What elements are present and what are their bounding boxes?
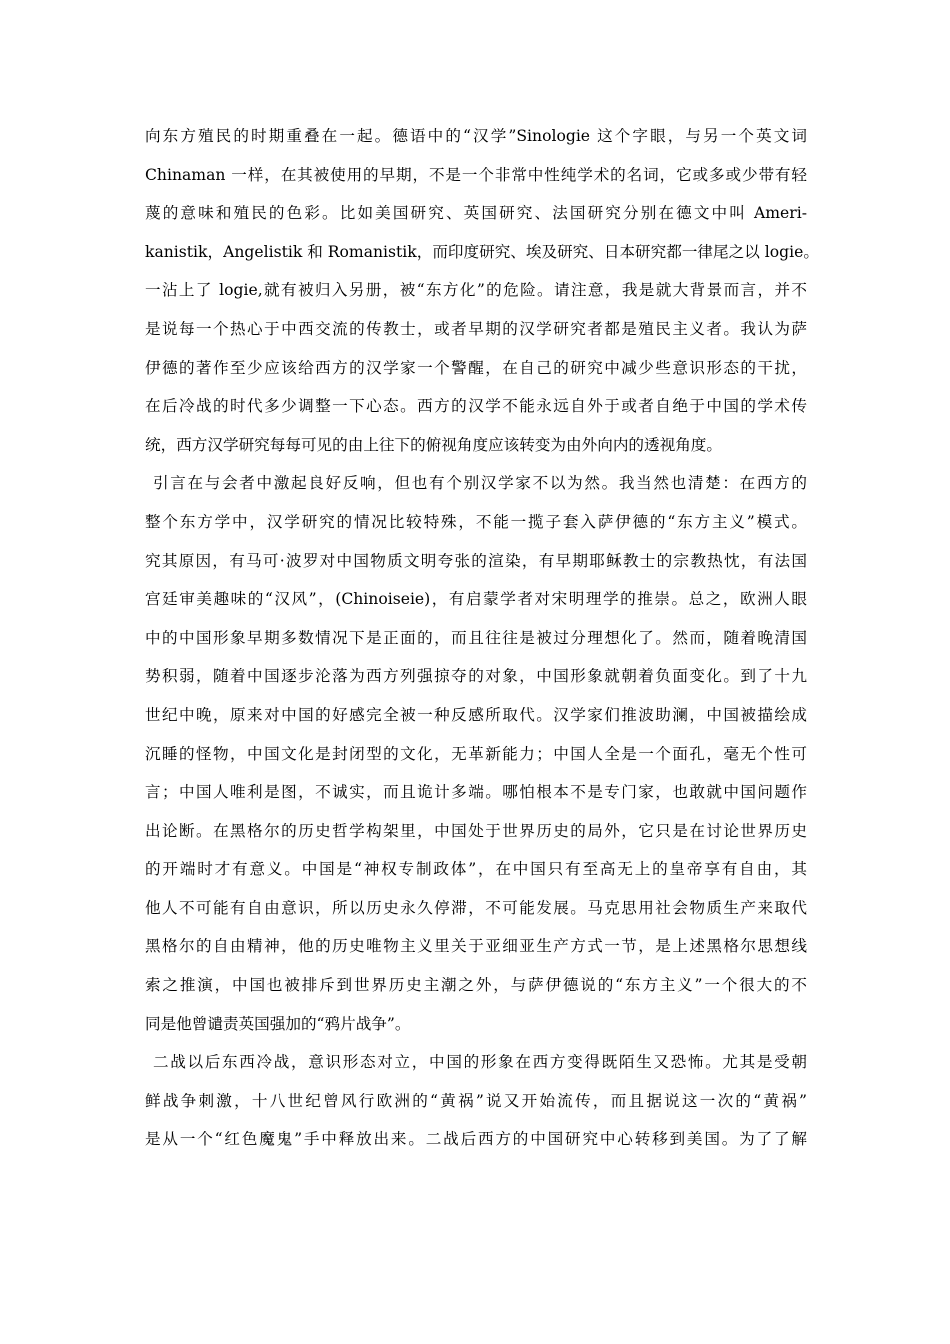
document-page xyxy=(145,117,819,1159)
text-line: 世纪中晚，原来对中国的好感完全被一种反感所取代。汉学家们推波助澜，中国被描绘成 xyxy=(145,705,807,724)
text-line: kanistik，Angelistik 和 Romanistik，而印度研究、埃及研究、日本研究都一律尾之以 logie。 xyxy=(145,242,819,261)
text-line: 是从一个“红色魔鬼”手中释放出来。二战后西方的中国研究中心转移到美国。为了了解 xyxy=(145,1130,807,1149)
text-line: 势积弱，随着中国逐步沦落为西方列强掠夺的对象，中国形象就朝着负面变化。到了十九 xyxy=(145,667,807,686)
paragraph-2 xyxy=(145,464,807,1043)
text-line: 伊德的著作至少应该给西方的汉学家一个警醒，在自己的研究中减少些意识形态的干扰， xyxy=(145,358,807,377)
text-line: 究其原因，有马可·波罗对中国物质文明夸张的渲染，有早期耶稣教士的宗教热忱，有法国 xyxy=(145,551,807,570)
text-line: 他人不可能有自由意识，所以历史永久停滞，不可能发展。马克思用社会物质生产来取代 xyxy=(145,898,807,917)
paragraph-1 xyxy=(145,117,819,464)
text-line: 一沾上了 logie,就有被归入另册，被“东方化”的危险。请注意，我是就大背景而言，并不 xyxy=(145,281,807,300)
text-line: 统，西方汉学研究每每可见的由上往下的俯视角度应该转变为由外向内的透视角度。 xyxy=(145,435,722,454)
text-line: 在后冷战的时代多少调整一下心态。西方的汉学不能永远自外于或者自绝于中国的学术传 xyxy=(145,397,807,416)
text-line: 蔑的意味和殖民的色彩。比如美国研究、英国研究、法国研究分别在德文中叫 Ameri- xyxy=(145,204,807,223)
text-line: 同是他曾谴责英国强加的“鸦片战争”。 xyxy=(145,1014,411,1033)
text-line: 整个东方学中，汉学研究的情况比较特殊，不能一揽子套入萨伊德的“东方主义”模式。 xyxy=(145,512,807,531)
text-line: 向东方殖民的时期重叠在一起。德语中的“汉学”Sinologie 这个字眼，与另一个英文词 xyxy=(145,127,807,145)
text-line: 的开端时才有意义。中国是“神权专制政体”，在中国只有至高无上的皇帝享有自由，其 xyxy=(145,860,807,879)
paragraph-3 xyxy=(145,1043,807,1159)
text-line: 鲜战争刺激，十八世纪曾风行欧洲的“黄祸”说又开始流传，而且据说这一次的“黄祸” xyxy=(145,1091,807,1110)
text-line: 宫廷审美趣味的“汉风”，(Chinoiseie)，有启蒙学者对宋明理学的推崇。总之，欧洲人眼 xyxy=(145,590,807,609)
text-line: 引言在与会者中激起良好反响，但也有个别汉学家不以为然。我当然也清楚：在西方的 xyxy=(153,474,807,493)
text-line: 沉睡的怪物，中国文化是封闭型的文化，无革新能力；中国人全是一个面孔，毫无个性可 xyxy=(145,744,807,763)
text-line: 黑格尔的自由精神，他的历史唯物主义里关于亚细亚生产方式一节，是上述黑格尔思想线 xyxy=(145,937,807,956)
text-line: 言；中国人唯利是图，不诚实，而且诡计多端。哪怕根本不是专门家，也敢就中国问题作 xyxy=(145,783,807,802)
text-line: 是说每一个热心于中西交流的传教士，或者早期的汉学研究者都是殖民主义者。我认为萨 xyxy=(145,319,807,338)
text-line: Chinaman 一样，在其被使用的早期，不是一个非常中性纯学术的名词，它或多或少带有轻 xyxy=(145,165,807,184)
text-line: 中的中国形象早期多数情况下是正面的，而且往往是被过分理想化了。然而，随着晚清国 xyxy=(145,628,807,647)
text-line: 出论断。在黑格尔的历史哲学构架里，中国处于世界历史的局外，它只是在讨论世界历史 xyxy=(145,821,807,840)
text-line: 二战以后东西冷战，意识形态对立，中国的形象在西方变得既陌生又恐怖。尤其是受朝 xyxy=(153,1053,807,1072)
text-line: 索之推演，中国也被排斥到世界历史主潮之外，与萨伊德说的“东方主义”一个很大的不 xyxy=(145,976,807,995)
